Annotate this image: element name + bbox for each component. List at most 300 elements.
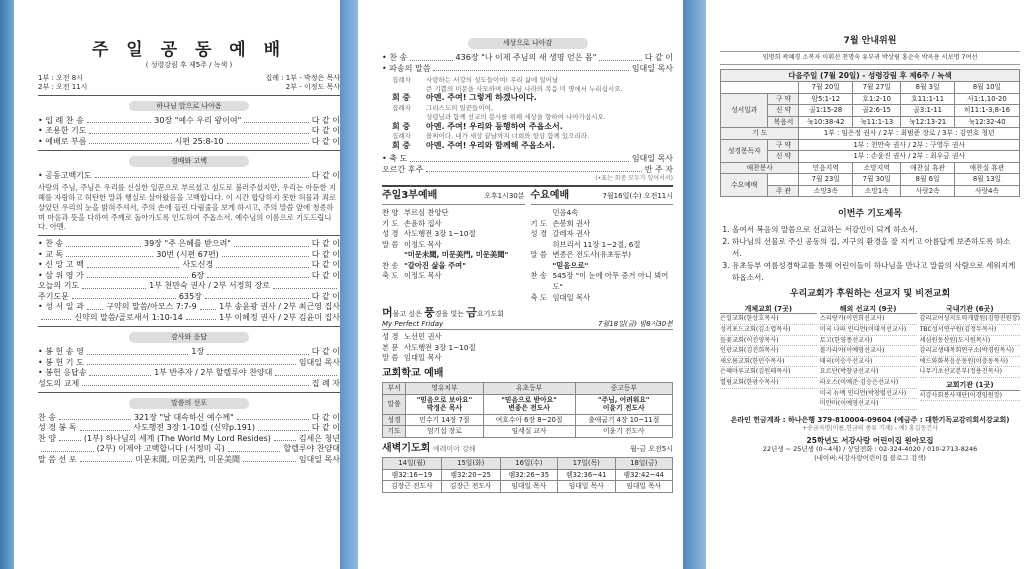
mission-item: 열림교회(한광수목사): [720, 378, 817, 389]
service-role: [382, 250, 404, 261]
order-value: 1부 천만숙 권사 / 2부 서정희 장로: [149, 281, 271, 291]
table-header: [383, 458, 673, 469]
mission-columns: [720, 305, 1020, 410]
order-label: • 봉 헌 기 도: [38, 357, 84, 367]
friday-title-e: 금: [466, 306, 477, 320]
leader-dots: [274, 436, 296, 441]
table-row: [383, 414, 673, 425]
order-value: 39장 "주 은혜를 받으려": [144, 239, 231, 249]
group-label: 성경봉독자: [721, 139, 768, 162]
order-row: [38, 413, 340, 424]
order-leader: 반 주 자: [644, 164, 673, 174]
friday-time: 7월18일(금) 밤8시30분: [598, 320, 673, 329]
table-cell: 1부 : 임은정 권사 / 2부 : 최범준 장로 / 3부 : 김연호 청년: [799, 128, 1020, 139]
litany: [392, 76, 673, 152]
table-cell: 렘32:26~35: [500, 469, 557, 480]
litany-text: 아멘. 주여! 우리와 동행하여 주옵소서.: [426, 121, 563, 131]
service-role: 성 경: [382, 331, 399, 341]
order-row: [38, 115, 340, 126]
date-cell: 8월 3일: [901, 82, 955, 93]
order-label: 주기도문: [38, 291, 69, 301]
leader-dots: [234, 242, 309, 247]
service-line: [382, 208, 525, 219]
mission-title: 우리교회가 후원하는 선교지 및 비전교회: [789, 289, 951, 300]
table-row: [721, 139, 1020, 150]
service-line: [382, 229, 525, 240]
order-label: • 삼 위 영 가: [38, 270, 84, 280]
litany-speaker: 집례자: [392, 132, 411, 141]
litany-line: [392, 132, 673, 141]
table-row: [721, 82, 1020, 93]
worship-order-panel: [38, 0, 340, 569]
service-role: [531, 208, 553, 219]
column-header: 16일(수): [500, 458, 557, 469]
litany-text: 볼찌어다. 내가 세상 끝날까지 너희와 항상 함께 있으리라.: [426, 132, 590, 141]
leader-dots: [80, 426, 131, 431]
left-blue-strip: [0, 0, 14, 569]
table-cell: 임세실 교사: [483, 426, 575, 437]
service-line: [531, 250, 674, 261]
row-header: 기도: [383, 426, 406, 437]
officiant-2: 2부 - 이정도 목사: [285, 82, 340, 91]
order-row: [38, 281, 340, 292]
schedule-head: 다음주일 (7월 20일) - 성령강림 후 제6주 / 녹색: [721, 70, 1020, 82]
table-cell: 1부 : 손윤진 권사 / 2부 : 최우금 권사: [799, 151, 1020, 162]
leader-dots: [87, 350, 189, 355]
order-leader: 다 같 이: [311, 249, 340, 259]
leader-dots: [599, 56, 641, 61]
prayer-item: 2. 하나님의 선물로 주신 공동의 집, 지구의 환경을 잘 지키고 아름답게 보존하도록 하소서.: [732, 236, 1020, 260]
litany-line: [392, 122, 673, 133]
leader-dots: [186, 315, 216, 320]
row-header: 말씀: [383, 394, 406, 414]
date-cell: 7월 30일: [853, 174, 901, 185]
offering-account: 온라인 헌금계좌 : 하나은행 379-810004-09604 (예금주 : 대한기독교감리회서강교회): [730, 415, 1010, 424]
litany-text: 그리스도의 일꾼들이여,: [426, 104, 493, 113]
order-list: [382, 53, 673, 74]
table-row: [721, 162, 1020, 173]
order-leader: 임대일 목사: [298, 454, 340, 464]
order-list: [38, 347, 340, 389]
service-line: [531, 219, 674, 230]
table-cell: 골1:15-28: [799, 105, 853, 116]
ushers-list: 임명희 곽혜경 소복자 이휘선 천명숙 유부귀 박상림 홍순숙 박옥용 서보명 7여선: [720, 51, 1020, 65]
column-header: 18일(금): [615, 458, 673, 469]
service-person: 민음4속: [552, 207, 579, 217]
table-cell: 사랑4속: [954, 185, 1019, 196]
leader-dots: [72, 294, 176, 299]
table-cell: 신 약: [768, 151, 799, 162]
section-label: 말씀의 선포: [129, 398, 249, 409]
leader-dots: [207, 273, 309, 278]
service-line: [382, 343, 673, 354]
table-cell: 렘32:16~19: [383, 469, 442, 480]
third-service-title: 주일3부예배: [382, 190, 438, 202]
column-header: 14일(월): [383, 458, 442, 469]
order-label: • 봉헌 응답송: [38, 368, 87, 378]
order-leader: 1부 이혜정 권사 / 2부 김윤미 집사: [219, 312, 340, 322]
order-leader: 다 같 이: [311, 423, 340, 433]
leader-dots: [87, 360, 296, 365]
service-role: 찬 송: [382, 260, 399, 270]
friday-prayer: [382, 306, 673, 363]
mission-item: 감리교여성지도력개발원(김향진원장): [920, 314, 1020, 325]
mission-item: TBC성서연구원(김정두목사): [920, 325, 1020, 336]
mission-item: 은혜마루교회(김원태목사): [720, 367, 817, 378]
litany-line: [392, 85, 673, 94]
order-row: [382, 53, 673, 64]
group-label: 기 도: [721, 128, 799, 139]
prayer-title: 이번주 기도제목: [838, 209, 902, 220]
service-person: 노선민 권사: [404, 331, 442, 341]
date-cell: 7월 27일: [853, 82, 901, 93]
leader-dots: [258, 426, 309, 431]
leader-dots: [244, 118, 308, 123]
order-list: [38, 115, 340, 147]
mission-item: 미국 나파 인디언(이대석선교사): [820, 325, 917, 336]
order-label: • 조용한 기도: [38, 126, 87, 135]
service-person: 히브리서 11장 1~2절, 6절: [552, 239, 641, 249]
table-row: [721, 174, 1020, 185]
service-person: "믿음으로": [552, 260, 589, 270]
service-role: 성 경: [530, 229, 547, 239]
mission-item: 요르단(박창규선교사): [820, 367, 917, 378]
table-cell: 렘32:42~44: [615, 469, 673, 480]
service-time-1: 1부 : 오전 8시: [38, 74, 83, 82]
service-person: "갈아진 삶을 주여": [404, 260, 467, 270]
service-role: 말 씀: [382, 239, 399, 249]
group-label: 수요예배: [721, 174, 768, 197]
table-cell: 호1:2-10: [853, 93, 901, 104]
table-cell: 골2:6-15: [853, 105, 901, 116]
service-role: 성 경: [382, 229, 399, 239]
service-person: 임대일 목사: [552, 292, 591, 302]
leader-dots: [410, 157, 629, 162]
order-leader: 다 같 이: [311, 170, 340, 180]
order-row: [38, 347, 340, 358]
section-label: 경배와 고백: [129, 156, 249, 167]
table-cell: "믿음으로 보아요" 박정은 목사: [406, 394, 483, 414]
section-label: 하나님 앞으로 나아옴: [129, 101, 249, 112]
prayer-item: 3. 유초등부 여름성경학교를 통해 어린이들이 하나님을 만나고 말씀의 사람으로 세워지게 하옵소서.: [732, 260, 1020, 284]
mission-item: 서강사회봉사재단(이경임원장): [920, 391, 1020, 402]
order-leader: 다 같 이: [311, 136, 340, 146]
order-label: • 공동고백기도: [38, 170, 92, 180]
table-cell: 눅12:13-21: [901, 116, 955, 127]
service-line: [531, 293, 674, 304]
order-label: • 예배로 부름: [38, 136, 87, 146]
offering-note: +송금자명(이름,헌금의 종류 기재) - 예) 홍길동건사: [802, 424, 938, 432]
leader-dots: [82, 284, 146, 289]
mission-item: 성키포드교회(김소엽목사): [720, 325, 817, 336]
order-leader: 다 같 이: [311, 126, 340, 135]
leader-dots: [216, 263, 309, 268]
table-row: [721, 128, 1020, 139]
leader-dots: [87, 273, 189, 278]
section-label: 세상으로 나아감: [468, 38, 588, 49]
service-person: 손봉희 권사: [552, 218, 591, 228]
mission-item: 새오름교회(한민수목사): [720, 357, 817, 368]
litany-speaker: 집례자: [392, 104, 411, 113]
order-value: 321장 "날 대속하신 예수께": [133, 412, 234, 422]
order-leader: 다 같 이: [311, 291, 340, 301]
service-person: 변종은 전도사(유초등부): [552, 250, 632, 260]
litany-speaker: 회 중: [392, 121, 411, 131]
service-person: 손윤하 집사: [404, 218, 442, 228]
order-value: 사도행전 3장 1-10절 (신약p.191): [133, 423, 256, 433]
table-cell: 사1:1,10-20: [954, 93, 1019, 104]
order-row: [38, 126, 340, 137]
table-cell: 1부 : 천만숙 권사 / 2부 : 구영두 권사: [799, 139, 1020, 150]
order-value: (1부) 하나님의 세계 (The World My Lord Resides): [83, 433, 271, 443]
order-leader: 다 같 이: [311, 239, 340, 249]
table-cell: 렘32:36~41: [558, 469, 615, 480]
order-leader: 임대일 목사: [631, 154, 673, 164]
table-cell: 호11:1-11: [901, 93, 955, 104]
date-cell: 8월 10일: [954, 82, 1019, 93]
order-value: 시편 25:8-10: [174, 136, 224, 146]
daycare-blog: (네이버:서강사랑어린이집 블로그 검색): [814, 453, 926, 462]
service-role: 축 도: [382, 271, 399, 281]
prayer-item: 1. 올여서 복음의 말씀으로 선교하는 서강인이 되게 하소서.: [732, 224, 1020, 236]
column-header: 중고등부: [575, 383, 672, 394]
order-value: 사도신경: [182, 260, 214, 270]
order-leader: 다 같 이: [311, 260, 340, 270]
date-cell: 7월 20일: [799, 82, 853, 93]
officiant-1: 집례 : 1부 - 박정은 목사: [265, 74, 340, 82]
service-line: [382, 240, 525, 251]
mission-col-title: 국내기관 (6곳): [920, 305, 1020, 315]
leader-dots: [89, 139, 171, 144]
litany-speaker: 집례자: [392, 75, 411, 84]
mission-item: 감리교생태목회연구소(박경원목사): [920, 346, 1020, 357]
table-cell: 눅10:38-42: [799, 116, 853, 127]
table-cell: 주 관: [768, 185, 799, 196]
order-row: [38, 434, 340, 445]
table-cell: 김장근 전도사: [383, 481, 442, 492]
table-cell: 구 약: [768, 93, 799, 104]
right-blue-strip: [683, 0, 706, 569]
mission-item: 인광교회(김진희목사): [720, 346, 817, 357]
order-row: [38, 423, 340, 434]
table-cell: 민음지역: [799, 162, 853, 173]
order-row: [38, 239, 340, 250]
prayer-list: [732, 224, 1020, 283]
leader-dots: [82, 381, 309, 386]
order-leader: 다 같 이: [311, 347, 340, 357]
order-label: 찬 송: [38, 412, 56, 422]
leader-dots: [205, 294, 309, 299]
leader-dots: [207, 350, 309, 355]
service-person: 임대일 목사: [404, 353, 442, 363]
table-cell: 눅11:1-13: [853, 116, 901, 127]
order-label: 오늘의 기도: [38, 281, 80, 291]
table-row: [721, 70, 1020, 82]
litany-text: 성령님과 함께 선교의 봉사를 위해 세상을 향하여 나아가십시오.: [426, 112, 606, 121]
leader-dots: [66, 242, 141, 247]
leader-dots: [228, 447, 281, 452]
friday-english: My Perfect Friday: [382, 320, 444, 329]
column-header: 17일(목): [558, 458, 615, 469]
leader-dots: [87, 305, 103, 310]
leader-dots: [237, 415, 309, 420]
order-label: • 찬 송: [38, 239, 64, 249]
wednesday-service: [531, 190, 674, 304]
order-row: [382, 63, 673, 74]
ushers-title: 7월 안내위원: [843, 36, 897, 46]
leader-dots: [41, 447, 94, 452]
leader-dots: [273, 284, 337, 289]
leader-dots: [426, 167, 642, 172]
table-cell: 임대일 목사: [500, 481, 557, 492]
mission-item: 미국 뉴멕 인디언(박창렬선교사): [820, 389, 917, 400]
leader-dots: [80, 457, 133, 462]
friday-title-f: 요기도회: [476, 310, 504, 319]
mission-item: 에드와화복음운동원(이충동목사): [920, 357, 1020, 368]
service-person: 이정도 목사: [404, 271, 442, 281]
leader-dots: [89, 129, 308, 134]
service-line: [531, 229, 674, 240]
daycare-info: 22년생 ~ 25년생 (0~4세) / 상담전화 : 02-324-4020 / 010-2713-8246: [762, 445, 978, 454]
leader-dots: [87, 118, 151, 123]
service-role: 찬 송: [530, 271, 547, 281]
service-person: 이정도 목사: [404, 239, 442, 249]
dawn-time: 월-금 오전5시: [629, 444, 673, 453]
leader-dots: [222, 252, 309, 257]
leader-dots: [59, 415, 131, 420]
order-leader: 다 같 이: [644, 53, 673, 62]
friday-title-a: 머: [382, 306, 393, 320]
mission-item: 미얀마(이예영선교사): [820, 399, 917, 410]
order-label: 말 씀 선 포: [38, 454, 77, 464]
column-header: 부서: [383, 383, 406, 394]
table-cell: 사랑2속: [901, 185, 955, 196]
order-label: • 파송의 말씀: [382, 63, 431, 73]
table-cell: 소망3속: [799, 185, 853, 196]
leader-dots: [59, 436, 81, 441]
order-leader: 김세은 청년: [298, 433, 340, 443]
litany-speaker: [392, 85, 426, 94]
service-role: 찬 양: [382, 207, 399, 217]
table-cell: "주님, 어려워요" 이윤기 전도사: [575, 394, 672, 414]
order-row: [38, 378, 340, 389]
group-label: 애찬봉사: [721, 162, 799, 173]
order-row: [38, 271, 340, 282]
litany-text: 큰 기쁨의 미문을 사모하며 하나님 나라의 복음 미 명에서 누리십시오.: [426, 84, 623, 93]
dawn-subtitle: 예레미야 강해: [432, 444, 476, 453]
litany-speaker: 회 중: [392, 93, 411, 103]
order-value: 30번 (시편 67편): [156, 249, 219, 259]
service-role: 기 도: [530, 218, 547, 228]
order-leader: 다 같 이: [311, 412, 340, 422]
litany-line: [392, 76, 673, 85]
order-row: [38, 357, 340, 368]
order-list: [382, 154, 673, 175]
table-cell: 여호수아 6장 8~20절: [483, 414, 575, 425]
order-leader: 할렐루야 찬양대: [283, 444, 340, 454]
mission-item: 세심원동산원(도시원목사): [920, 336, 1020, 347]
dawn-title: 새벽기도회: [382, 442, 431, 454]
service-person: 갈레자 권사: [552, 229, 591, 239]
wednesday-time: 7월16일(수) 오전11시: [602, 192, 673, 201]
mission-item: 토고(한영종선교사): [820, 336, 917, 347]
leader-dots: [433, 66, 628, 71]
table-cell: 암5:1-12: [799, 93, 853, 104]
schedule-table: [720, 69, 1020, 197]
wednesday-title: 수요예배: [530, 190, 570, 202]
order-value: 30장 "예수 우리 왕이여": [154, 115, 242, 125]
order-value: 미문未聞, 미문美門, 미문美聞: [135, 454, 240, 464]
service-line: [382, 261, 525, 272]
table-cell: 소망지역: [853, 162, 901, 173]
mission-item: 볼가리아(이예영선교사): [820, 346, 917, 357]
litany-line: [392, 104, 673, 113]
leader-dots: [410, 56, 452, 61]
school-table: [382, 382, 673, 437]
order-leader: 임대일 목사: [631, 63, 673, 73]
service-person: 사도행전 3장 1~10절: [404, 229, 476, 239]
order-row: [38, 455, 340, 466]
table-cell: 민수기 14장 7절: [406, 414, 483, 425]
order-label: • 성 서 일 과: [38, 302, 84, 312]
mission-item: 태국(이승수선교사): [820, 357, 917, 368]
table-cell: 임대일 목사: [558, 481, 615, 492]
mission-item: 라오스(이예준·김승은선교사): [820, 378, 917, 389]
leader-dots: [41, 315, 71, 320]
date-cell: 8월 13일: [954, 174, 1019, 185]
service-role: 말 씀: [530, 250, 547, 260]
friday-title-c: 풍: [424, 306, 435, 320]
service-person: "미문未聞, 미문美門, 미문美聞": [404, 250, 509, 260]
announcements-panel: [720, 0, 1020, 569]
service-line: [531, 240, 674, 251]
table-cell: 김장근 전도사: [441, 481, 500, 492]
service-line: [382, 332, 673, 343]
leader-dots: [66, 252, 153, 257]
order-row: [38, 302, 340, 313]
order-leader: 집 례 자: [311, 378, 340, 388]
mission-item: 은일교회(한상호목사): [720, 314, 817, 325]
friday-title-b: 물고 싶은: [392, 310, 425, 319]
column-header: 15일(화): [441, 458, 500, 469]
service-role: 말 씀: [382, 353, 399, 363]
order-value: 6장: [191, 270, 205, 280]
leader-dots: [87, 263, 180, 268]
order-label: 오르간 후주: [382, 164, 424, 174]
table-cell: "믿음으로 받아요" 변종은 전도사: [483, 394, 575, 414]
service-role: 본 문: [382, 342, 399, 352]
order-label: 성도의 교제: [38, 378, 80, 388]
order-value: 436장 "나 이제 주님의 새 생명 얻은 몸": [455, 53, 597, 62]
order-value: 신약의 말씀/골로새서 1:10-14: [74, 312, 183, 322]
table-cell: 렘32:20~25: [441, 469, 500, 480]
table-cell: 애찬실 휴관: [901, 162, 955, 173]
service-time-2: 2부 : 오전 11시: [38, 82, 88, 91]
litany-text: 사랑하는 서강의 성도들이여! 우리 삶에 일어날: [426, 75, 559, 84]
mission-col-title: 해외 선교지 (9곳): [820, 305, 917, 315]
table-cell: 복음서: [768, 116, 799, 127]
litany-line: [392, 93, 673, 104]
table-cell: 신 약: [768, 105, 799, 116]
third-service: [382, 190, 525, 304]
mission-item: 들꽃교회(이진영목사): [720, 336, 817, 347]
service-role: 축 도: [530, 292, 547, 302]
column-header: 영유치부: [406, 383, 483, 394]
service-line: [382, 250, 525, 261]
service-role: 기 도: [382, 218, 399, 228]
order-row: [38, 368, 340, 379]
table-row: [721, 93, 1020, 104]
